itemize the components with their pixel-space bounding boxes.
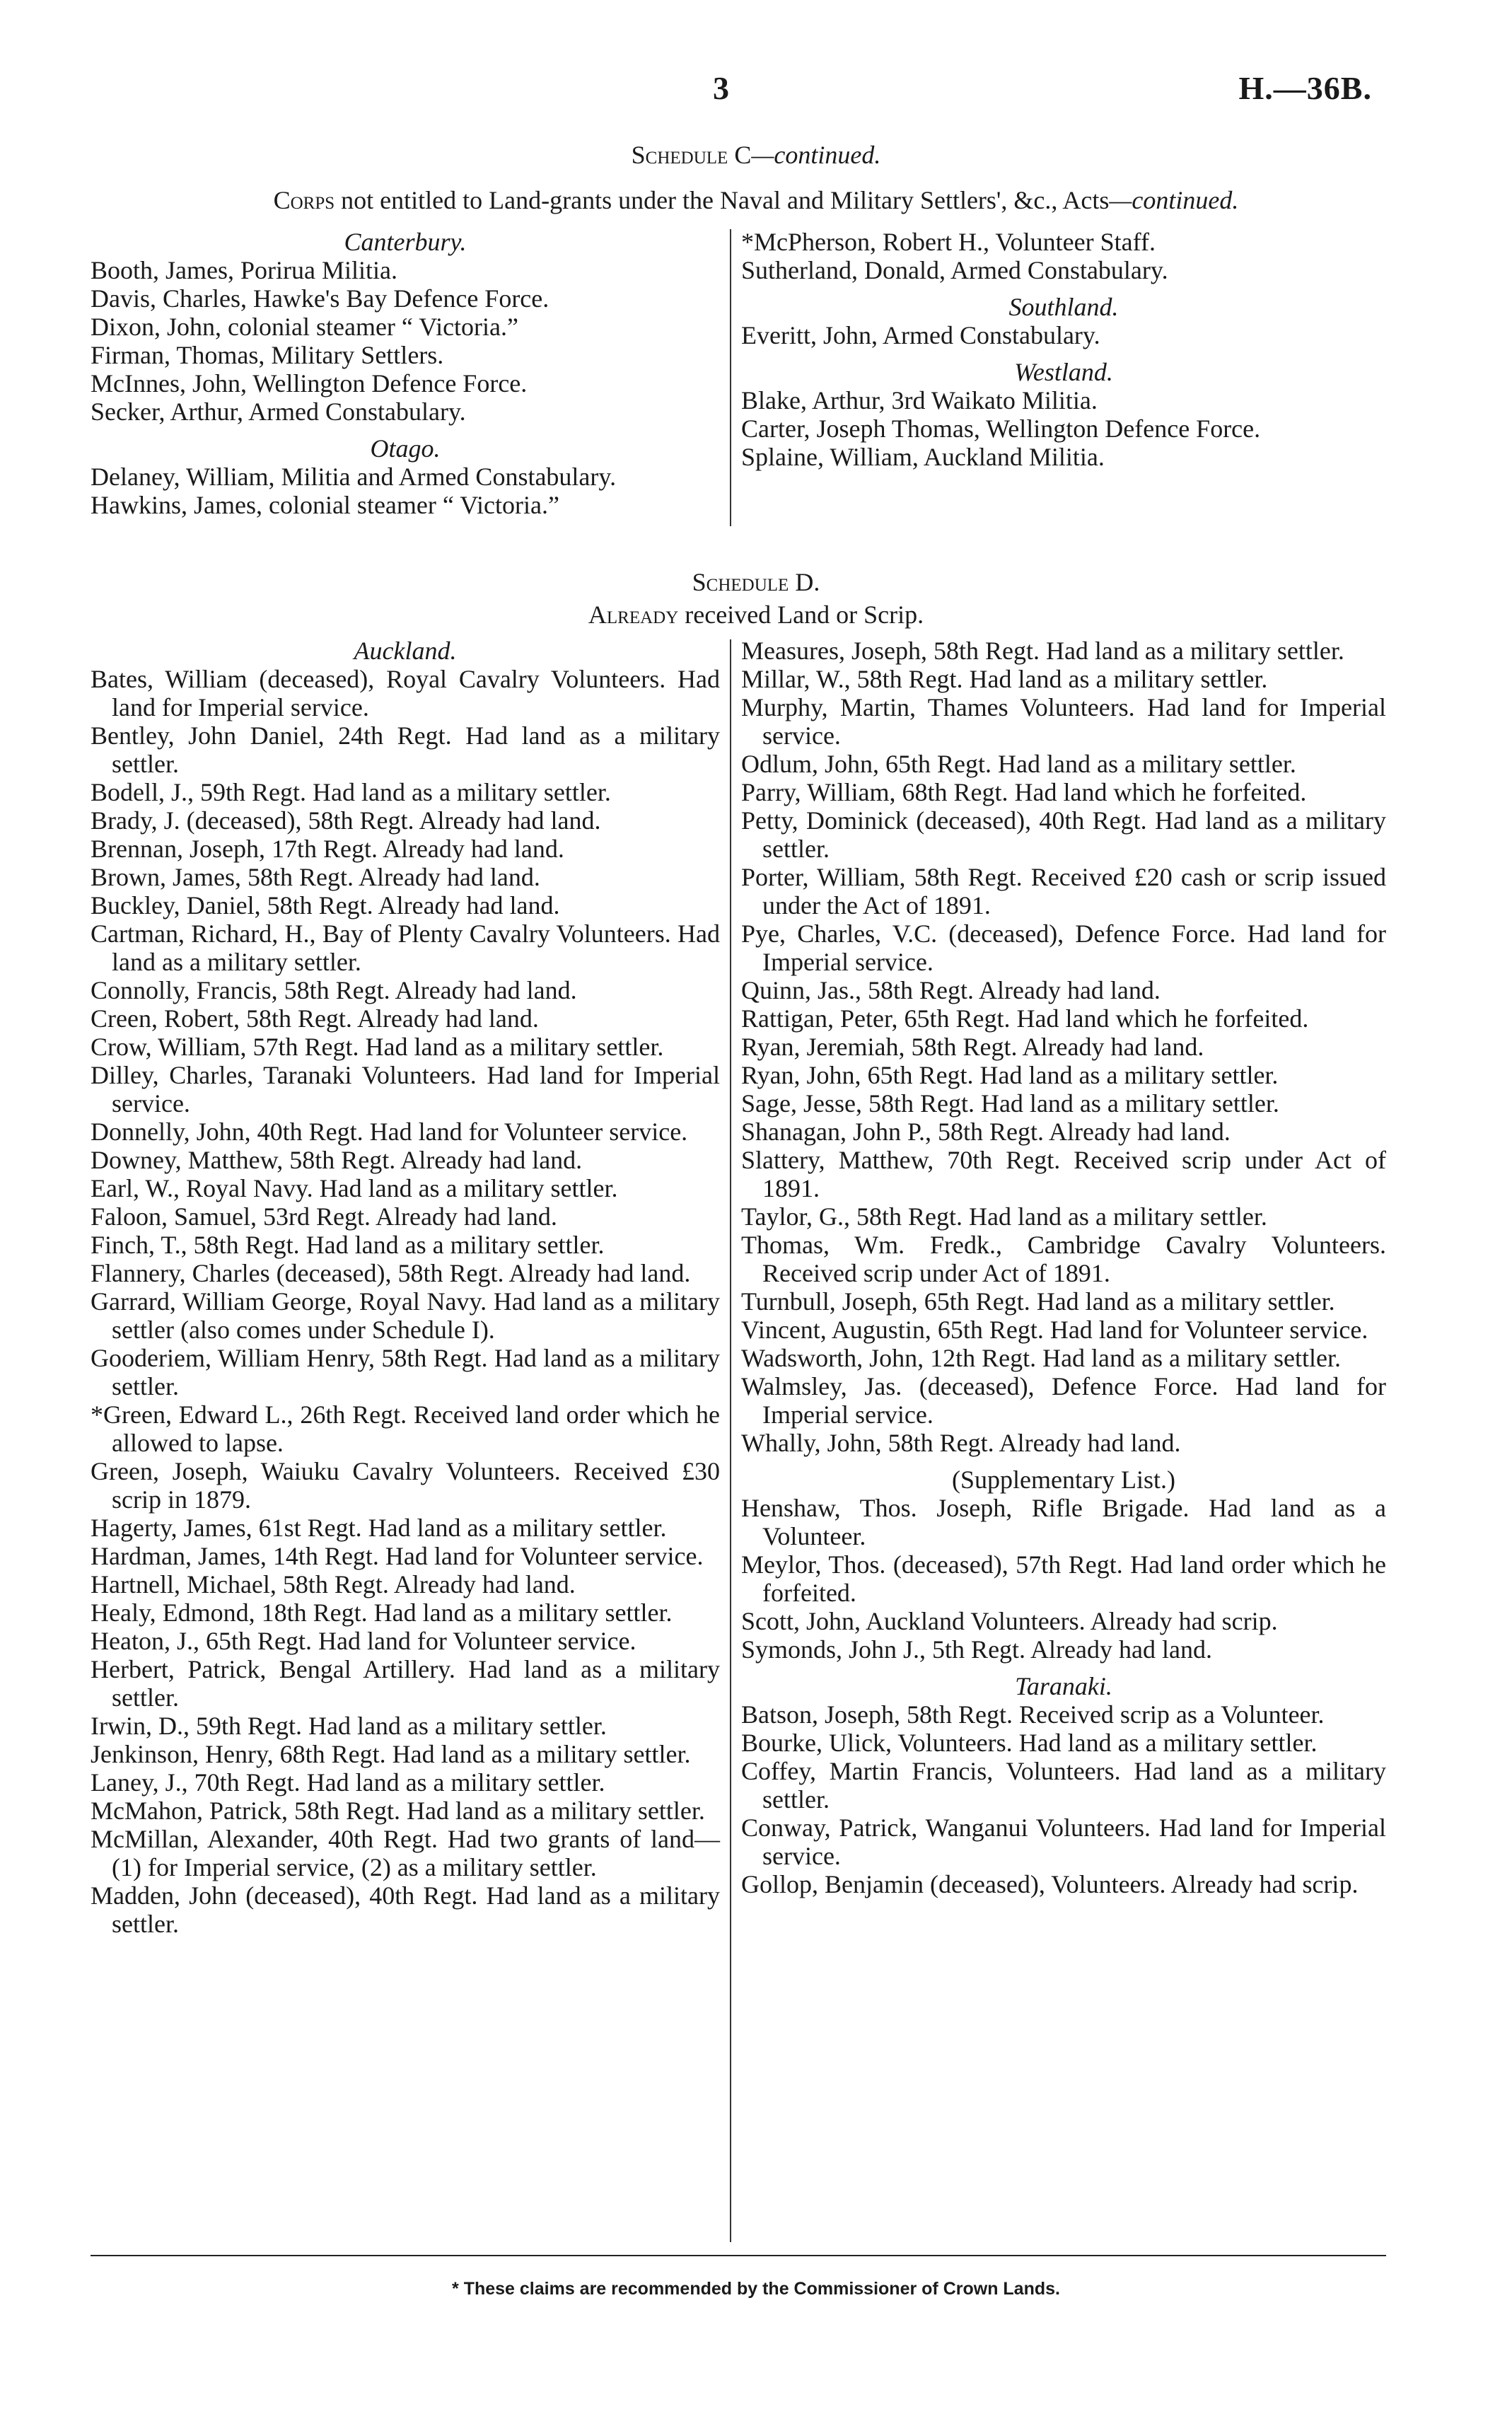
list-item: Bates, William (deceased), Royal Cavalry Volunteers. Had land for Imperial service.: [91, 665, 720, 721]
list-item: Wadsworth, John, 12th Regt. Had land as a military settler.: [741, 1344, 1341, 1372]
schedule-c-title-cont: —continued.: [751, 141, 881, 169]
list-item: Whally, John, 58th Regt. Already had land.: [741, 1429, 1181, 1457]
list-item: Cartman, Richard, H., Bay of Plenty Cavalry Volunteers. Had land as a military settler.: [91, 919, 720, 976]
list-item: Flannery, Charles (deceased), 58th Regt. Already had land.: [91, 1259, 691, 1287]
schedule-c-subtitle-text: not entitled to Land-grants under the Naval and Military Settlers', &c., Acts: [335, 186, 1110, 214]
list-item: Henshaw, Thos. Joseph, Rifle Brigade. Had land as a Volunteer.: [741, 1494, 1386, 1550]
schedule-c-left-column: [91, 228, 720, 519]
list-item: Creen, Robert, 58th Regt. Already had land.: [91, 1004, 539, 1033]
list-item: Pye, Charles, V.C. (deceased), Defence Force. Had land for Imperial service.: [741, 919, 1386, 976]
list-item: Delaney, William, Militia and Armed Constabulary.: [91, 463, 617, 491]
section-heading: Otago.: [370, 434, 441, 463]
list-item: Firman, Thomas, Military Settlers.: [91, 341, 444, 369]
list-item: Scott, John, Auckland Volunteers. Already had scrip.: [741, 1607, 1278, 1635]
list-item: Buckley, Daniel, 58th Regt. Already had land.: [91, 891, 560, 919]
list-item: Brennan, Joseph, 17th Regt. Already had land.: [91, 835, 564, 863]
list-item: Downey, Matthew, 58th Regt. Already had land.: [91, 1146, 583, 1174]
list-item: Millar, W., 58th Regt. Had land as a military settler.: [741, 665, 1268, 693]
list-item: Laney, J., 70th Regt. Had land as a military settler.: [91, 1768, 605, 1797]
list-item: Splaine, William, Auckland Militia.: [741, 443, 1105, 471]
list-item: Dixon, John, colonial steamer “ Victoria.”: [91, 313, 519, 341]
list-item: Earl, W., Royal Navy. Had land as a military settler.: [91, 1174, 618, 1202]
list-item: McMahon, Patrick, 58th Regt. Had land as a military settler.: [91, 1797, 705, 1825]
schedule-d-subtitle-lead: Already: [588, 600, 679, 629]
list-item: Conway, Patrick, Wanganui Volunteers. Had land for Imperial service.: [741, 1814, 1386, 1870]
list-item: Meylor, Thos. (deceased), 57th Regt. Had land order which he forfeited.: [741, 1550, 1386, 1607]
section-heading: (Supplementary List.): [952, 1466, 1175, 1494]
list-item: Rattigan, Peter, 65th Regt. Had land which he forfeited.: [741, 1004, 1309, 1033]
list-item: Faloon, Samuel, 53rd Regt. Already had land.: [91, 1202, 557, 1231]
list-item: Jenkinson, Henry, 68th Regt. Had land as a military settler.: [91, 1740, 691, 1768]
footnote-rule: [91, 2255, 1386, 2256]
list-item: McMillan, Alexander, 40th Regt. Had two grants of land—(1) for Imperial service, (2) as a military settler.: [91, 1825, 720, 1881]
list-item: Thomas, Wm. Fredk., Cambridge Cavalry Volunteers. Received scrip under Act of 1891.: [741, 1231, 1386, 1287]
list-item: Green, Joseph, Waiuku Cavalry Volunteers. Received £30 scrip in 1879.: [91, 1457, 720, 1514]
list-item: Healy, Edmond, 18th Regt. Had land as a military settler.: [91, 1598, 673, 1627]
list-item: Shanagan, John P., 58th Regt. Already had land.: [741, 1118, 1231, 1146]
list-item: Carter, Joseph Thomas, Wellington Defence Force.: [741, 414, 1261, 443]
list-item: Connolly, Francis, 58th Regt. Already had land.: [91, 976, 577, 1004]
list-item: Donnelly, John, 40th Regt. Had land for Volunteer service.: [91, 1118, 688, 1146]
section-heading: Auckland.: [354, 637, 457, 665]
list-item: Murphy, Martin, Thames Volunteers. Had land for Imperial service.: [741, 693, 1386, 750]
list-item: Garrard, William George, Royal Navy. Had land as a military settler (also comes under Schedule I).: [91, 1287, 720, 1344]
list-item: *Green, Edward L., 26th Regt. Received land order which he allowed to lapse.: [91, 1400, 720, 1457]
list-item: Symonds, John J., 5th Regt. Already had land.: [741, 1635, 1212, 1664]
list-item: Davis, Charles, Hawke's Bay Defence Force.: [91, 284, 549, 313]
page-number: 3: [713, 70, 729, 106]
section-heading: Taranaki.: [1015, 1672, 1112, 1700]
footnote: * These claims are recommended by the Commissioner of Crown Lands.: [452, 2279, 1060, 2299]
list-item: Porter, William, 58th Regt. Received £20 cash or scrip issued under the Act of 1891.: [741, 863, 1386, 919]
schedule-d-title-label: Schedule D.: [692, 568, 820, 596]
list-item: Herbert, Patrick, Bengal Artillery. Had land as a military settler.: [91, 1655, 720, 1712]
section-heading: Canterbury.: [344, 228, 467, 256]
list-item: Dilley, Charles, Taranaki Volunteers. Had land for Imperial service.: [91, 1061, 720, 1118]
list-item: *McPherson, Robert H., Volunteer Staff.: [741, 228, 1156, 256]
list-item: Crow, William, 57th Regt. Had land as a military settler.: [91, 1033, 664, 1061]
list-item: Sutherland, Donald, Armed Constabulary.: [741, 256, 1168, 284]
list-item: Measures, Joseph, 58th Regt. Had land as a military settler.: [741, 637, 1344, 665]
schedule-d-column-divider: [730, 639, 731, 2242]
list-item: Hardman, James, 14th Regt. Had land for Volunteer service.: [91, 1542, 704, 1570]
list-item: Batson, Joseph, 58th Regt. Received scrip as a Volunteer.: [741, 1700, 1325, 1729]
list-item: Hawkins, James, colonial steamer “ Victoria.”: [91, 491, 559, 519]
list-item: Gollop, Benjamin (deceased), Volunteers. Already had scrip.: [741, 1870, 1359, 1898]
list-item: Parry, William, 68th Regt. Had land which he forfeited.: [741, 778, 1307, 806]
list-item: Vincent, Augustin, 65th Regt. Had land for Volunteer service.: [741, 1316, 1368, 1344]
list-item: Irwin, D., 59th Regt. Had land as a military settler.: [91, 1712, 607, 1740]
list-item: Turnbull, Joseph, 65th Regt. Had land as a military settler.: [741, 1287, 1335, 1316]
list-item: Ryan, Jeremiah, 58th Regt. Already had land.: [741, 1033, 1204, 1061]
schedule-d-subtitle: [0, 600, 1512, 629]
list-item: Quinn, Jas., 58th Regt. Already had land.: [741, 976, 1161, 1004]
list-item: Walmsley, Jas. (deceased), Defence Force. Had land for Imperial service.: [741, 1372, 1386, 1429]
schedule-c-subtitle: [0, 185, 1512, 215]
list-item: Secker, Arthur, Armed Constabulary.: [91, 398, 466, 426]
list-item: McInnes, John, Wellington Defence Force.: [91, 369, 528, 398]
schedule-d-title: [0, 567, 1512, 597]
schedule-d-left-column: [91, 637, 720, 1938]
schedule-c-right-column: [741, 228, 1386, 471]
section-heading: Southland.: [1008, 293, 1119, 321]
list-item: Petty, Dominick (deceased), 40th Regt. Had land as a military settler.: [741, 806, 1386, 863]
list-item: Gooderiem, William Henry, 58th Regt. Had land as a military settler.: [91, 1344, 720, 1400]
list-item: Bourke, Ulick, Volunteers. Had land as a military settler.: [741, 1729, 1318, 1757]
schedule-c-title: [0, 140, 1512, 170]
list-item: Everitt, John, Armed Constabulary.: [741, 321, 1100, 349]
list-item: Hagerty, James, 61st Regt. Had land as a military settler.: [91, 1514, 667, 1542]
section-heading: Westland.: [1014, 358, 1113, 386]
list-item: Hartnell, Michael, 58th Regt. Already had land.: [91, 1570, 576, 1598]
list-item: Coffey, Martin Francis, Volunteers. Had land as a military settler.: [741, 1757, 1386, 1814]
schedule-c-subtitle-cont: —continued.: [1109, 186, 1239, 214]
schedule-c-column-divider: [730, 229, 731, 526]
document-reference: H.—36B.: [1238, 70, 1372, 106]
list-item: Odlum, John, 65th Regt. Had land as a military settler.: [741, 750, 1296, 778]
list-item: Sage, Jesse, 58th Regt. Had land as a military settler.: [741, 1089, 1279, 1118]
schedule-c-subtitle-lead: Corps: [273, 186, 335, 214]
schedule-c-title-label: Schedule C: [631, 141, 752, 169]
list-item: Booth, James, Porirua Militia.: [91, 256, 397, 284]
schedule-d-right-column: [741, 637, 1386, 1898]
schedule-d-subtitle-text: received Land or Scrip.: [678, 600, 924, 629]
list-item: Brown, James, 58th Regt. Already had land.: [91, 863, 540, 891]
list-item: Ryan, John, 65th Regt. Had land as a military settler.: [741, 1061, 1279, 1089]
list-item: Madden, John (deceased), 40th Regt. Had land as a military settler.: [91, 1881, 720, 1938]
list-item: Blake, Arthur, 3rd Waikato Militia.: [741, 386, 1098, 414]
list-item: Finch, T., 58th Regt. Had land as a military settler.: [91, 1231, 605, 1259]
list-item: Taylor, G., 58th Regt. Had land as a military settler.: [741, 1202, 1267, 1231]
list-item: Heaton, J., 65th Regt. Had land for Volunteer service.: [91, 1627, 636, 1655]
list-item: Bentley, John Daniel, 24th Regt. Had land as a military settler.: [91, 721, 720, 778]
list-item: Brady, J. (deceased), 58th Regt. Already had land.: [91, 806, 601, 835]
list-item: Slattery, Matthew, 70th Regt. Received scrip under Act of 1891.: [741, 1146, 1386, 1202]
list-item: Bodell, J., 59th Regt. Had land as a military settler.: [91, 778, 611, 806]
